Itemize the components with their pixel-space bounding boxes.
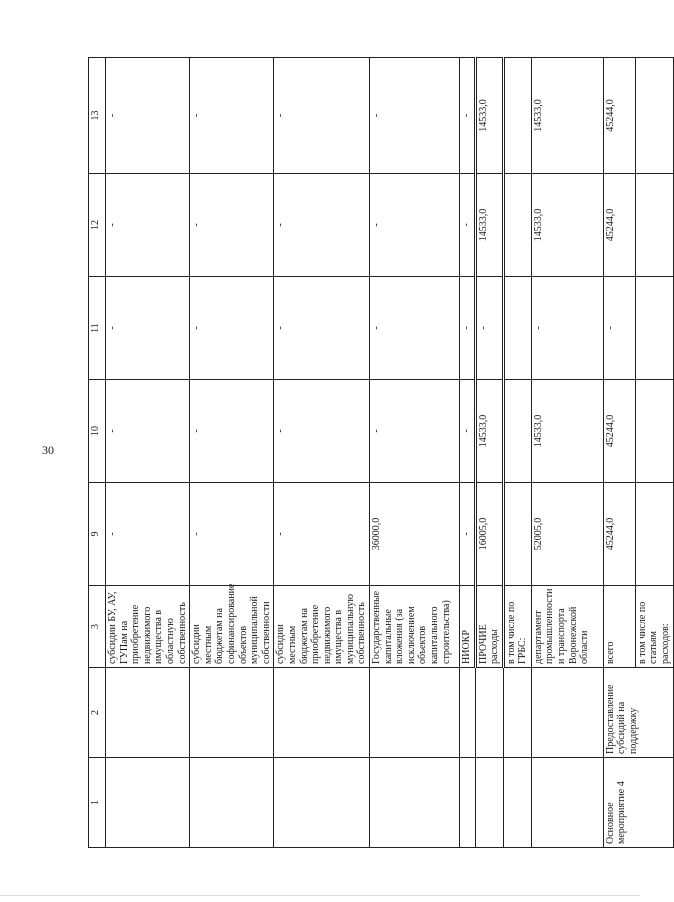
cell-c10: 14533,0 bbox=[475, 380, 503, 483]
cell-c13: - bbox=[370, 58, 460, 174]
cell-c12 bbox=[635, 174, 673, 277]
cell-c12: 14533,0 bbox=[531, 174, 603, 277]
col-number: 1 bbox=[89, 758, 106, 848]
col-number: 3 bbox=[89, 586, 106, 668]
cell-c13: 14533,0 bbox=[531, 58, 603, 174]
col-number: 11 bbox=[89, 277, 106, 380]
cell-c10 bbox=[635, 380, 673, 483]
cell-c12: 14533,0 bbox=[475, 174, 503, 277]
cell-c3: Государственные капитальные вложения (за исключением объектов капитального строительства) bbox=[370, 586, 460, 668]
cell-c12: - bbox=[274, 174, 370, 277]
cell-c3: НИОКР bbox=[460, 586, 476, 668]
cell-c12: 45244,0 bbox=[603, 174, 635, 277]
cell-c12: - bbox=[190, 174, 274, 277]
table-row bbox=[106, 58, 190, 848]
cell-c2 bbox=[370, 668, 460, 758]
page-number: 30 bbox=[42, 443, 54, 457]
cell-c1 bbox=[531, 758, 603, 848]
cell-c10: 45244,0 bbox=[603, 380, 635, 483]
cell-c13: - bbox=[190, 58, 274, 174]
cell-c3: субсидии БУ, АУ, ГУПам на приобретение недвижимого имущества в областную собственность bbox=[106, 586, 190, 668]
table-row bbox=[503, 58, 531, 848]
cell-c2 bbox=[475, 668, 503, 758]
cell-c13: 45244,0 bbox=[603, 58, 635, 174]
rotated-table-wrapper bbox=[88, 58, 672, 848]
cell-c3: в том числе по ГРБС: bbox=[503, 586, 531, 668]
col-number: 12 bbox=[89, 174, 106, 277]
table-row bbox=[460, 58, 476, 848]
table-row bbox=[531, 58, 603, 848]
cell-c9: 52005,0 bbox=[531, 483, 603, 586]
cell-c9: 45244,0 bbox=[603, 483, 635, 586]
table-row bbox=[603, 58, 635, 848]
cell-c2: Предоставление субсидий на поддержку bbox=[603, 668, 673, 758]
cell-c11: - bbox=[190, 277, 274, 380]
cell-c3: субсидии местным бюджетам на приобретение недвижимого имущества в муниципальную собственность bbox=[274, 586, 370, 668]
cell-c12: - bbox=[106, 174, 190, 277]
scan-edge-line bbox=[0, 895, 640, 896]
cell-c10: - bbox=[370, 380, 460, 483]
cell-c1 bbox=[475, 758, 503, 848]
cell-c10 bbox=[503, 380, 531, 483]
cell-c3: в том числе по статьям расходов: bbox=[635, 586, 673, 668]
cell-c9: - bbox=[106, 483, 190, 586]
cell-c10: - bbox=[106, 380, 190, 483]
cell-c1 bbox=[370, 758, 460, 848]
cell-c2 bbox=[503, 668, 531, 758]
budget-table bbox=[88, 57, 674, 848]
cell-c11: - bbox=[274, 277, 370, 380]
cell-c11: - bbox=[603, 277, 635, 380]
cell-c1: Основное мероприятие 4 bbox=[603, 758, 673, 848]
cell-c2 bbox=[274, 668, 370, 758]
cell-c9: - bbox=[190, 483, 274, 586]
cell-c2 bbox=[460, 668, 476, 758]
cell-c3: всего bbox=[603, 586, 635, 668]
cell-c11 bbox=[635, 277, 673, 380]
cell-c10: - bbox=[190, 380, 274, 483]
cell-c13: 14533,0 bbox=[475, 58, 503, 174]
cell-c10: - bbox=[460, 380, 476, 483]
cell-c9: - bbox=[274, 483, 370, 586]
cell-c13: - bbox=[274, 58, 370, 174]
cell-c11: - bbox=[370, 277, 460, 380]
cell-c9: - bbox=[460, 483, 476, 586]
cell-c1 bbox=[460, 758, 476, 848]
cell-c12: - bbox=[370, 174, 460, 277]
cell-c11: - bbox=[106, 277, 190, 380]
cell-c12 bbox=[503, 174, 531, 277]
col-number: 2 bbox=[89, 668, 106, 758]
cell-c12: - bbox=[460, 174, 476, 277]
table-row bbox=[190, 58, 274, 848]
cell-c13 bbox=[635, 58, 673, 174]
col-number: 13 bbox=[89, 58, 106, 174]
cell-c3: ПРОЧИЕ расходы bbox=[475, 586, 503, 668]
cell-c1 bbox=[106, 758, 190, 848]
cell-c11 bbox=[503, 277, 531, 380]
cell-c9 bbox=[503, 483, 531, 586]
table-row bbox=[370, 58, 460, 848]
column-number-row bbox=[89, 58, 106, 848]
col-number: 9 bbox=[89, 483, 106, 586]
cell-c9: 36000,0 bbox=[370, 483, 460, 586]
cell-c2 bbox=[190, 668, 274, 758]
cell-c1 bbox=[503, 758, 531, 848]
cell-c2 bbox=[106, 668, 190, 758]
cell-c10: 14533,0 bbox=[531, 380, 603, 483]
cell-c13: - bbox=[106, 58, 190, 174]
cell-c13 bbox=[503, 58, 531, 174]
cell-c10: - bbox=[274, 380, 370, 483]
cell-c11: - bbox=[475, 277, 503, 380]
cell-c9: 16005,0 bbox=[475, 483, 503, 586]
col-number: 10 bbox=[89, 380, 106, 483]
cell-c3: субсидии местным бюджетам на софинансирование объектов муниципальной собственности bbox=[190, 586, 274, 668]
cell-c11: - bbox=[531, 277, 603, 380]
table-row bbox=[274, 58, 370, 848]
cell-c1 bbox=[190, 758, 274, 848]
cell-c1 bbox=[274, 758, 370, 848]
cell-c11: - bbox=[460, 277, 476, 380]
cell-c13: - bbox=[460, 58, 476, 174]
cell-c2 bbox=[531, 668, 603, 758]
cell-c9 bbox=[635, 483, 673, 586]
table-row bbox=[475, 58, 503, 848]
cell-c3: департамент промышленности и транспорта Воронежской области bbox=[531, 586, 603, 668]
